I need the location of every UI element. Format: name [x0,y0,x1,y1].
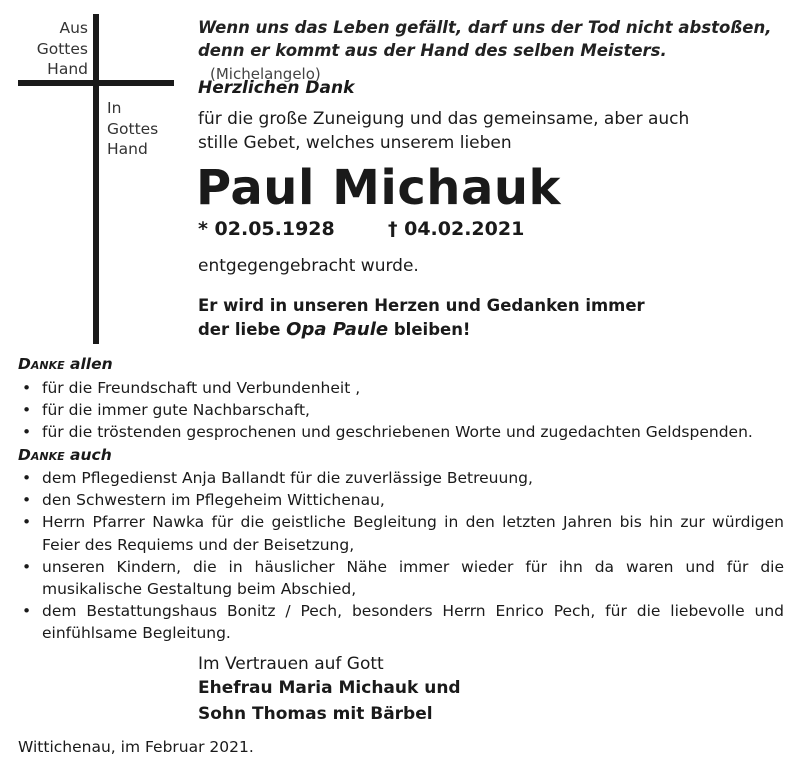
section-title-word: Danke [18,446,65,464]
cross-bottom-line: Hand [107,140,148,158]
cross-bottom-text [107,98,158,160]
section-title-rest: allen [70,355,113,373]
memory-line-1: Er wird in unseren Herzen und Gedanken immer [198,296,645,315]
list-item: • für die Freundschaft und Verbundenheit , [18,377,784,399]
cross-bottom-line: Gottes [107,119,159,138]
cross-top-line: Hand [47,60,88,78]
quote-line-2-text: denn er kommt aus der Hand des selben Meisters. [198,41,667,60]
memory-line-2-start: der liebe [198,320,281,339]
signature-line-1: Ehefrau Maria Michauk und [198,678,461,698]
thanks-list-1 [18,377,784,444]
list-item: • den Schwestern im Pflegeheim Wittichenau, [18,489,784,511]
intro-line-1: für die große Zuneigung und das gemeinsame, aber auch [198,109,690,129]
nickname: Opa Paule [286,319,389,340]
cross-top-line: Gottes [36,39,88,58]
closing-trust: Im Vertrauen auf Gott [198,654,384,674]
list-item: • für die tröstenden gesprochenen und geschriebenen Worte und zugedachten Geldspenden. [18,421,784,443]
birth-date: * 02.05.1928 [198,218,335,240]
memory-line-2-end: bleiben! [393,320,471,339]
list-item: • für die immer gute Nachbarschaft, [18,399,784,421]
quote-line-1: Wenn uns das Leben gefällt, darf uns der Tod nicht abstoßen, [198,18,772,37]
memory-line-2 [198,318,758,342]
deceased-name: Paul Michauk [196,160,561,216]
cross-vertical-bar [93,14,99,344]
quote-author: (Michelangelo) [210,65,321,83]
received-text: entgegengebracht wurde. [198,256,419,276]
list-item: • Herrn Pfarrer Nawka für die geistliche Begleitung in den letzten Jahren bis hin zur würdigen Feier des Requiems und der Beisetzung, [18,511,784,555]
section-title-rest: auch [70,446,112,464]
memory-text [198,294,758,342]
cross-top-line: Aus [59,19,88,37]
signature-line-2: Sohn Thomas mit Bärbel [198,704,433,724]
cross-bottom-line: In [107,99,122,117]
thanks-list-2 [18,467,784,645]
list-item: • dem Bestattungshaus Bonitz / Pech, besonders Herrn Enrico Pech, für die liebevolle und einfühlsame Begleitung. [18,600,784,644]
thanks-heading: Herzlichen Dank [198,78,355,98]
death-date: † 04.02.2021 [388,218,525,240]
cross-top-text [24,18,88,80]
place-date: Wittichenau, im Februar 2021. [18,738,254,756]
intro-line-2: stille Gebet, welches unserem lieben [198,133,512,153]
section-title-danke-auch [18,446,112,464]
list-item: • dem Pflegedienst Anja Ballandt für die zuverlässige Betreuung, [18,467,784,489]
section-title-danke-allen [18,355,113,373]
section-title-word: Danke [18,355,65,373]
cross-horizontal-bar [18,80,174,86]
intro-text [198,107,758,155]
list-item: • unseren Kindern, die in häuslicher Nähe immer wieder für ihn da waren und für die musikalische Gestaltung beim Abschied, [18,556,784,600]
quote [198,16,788,86]
